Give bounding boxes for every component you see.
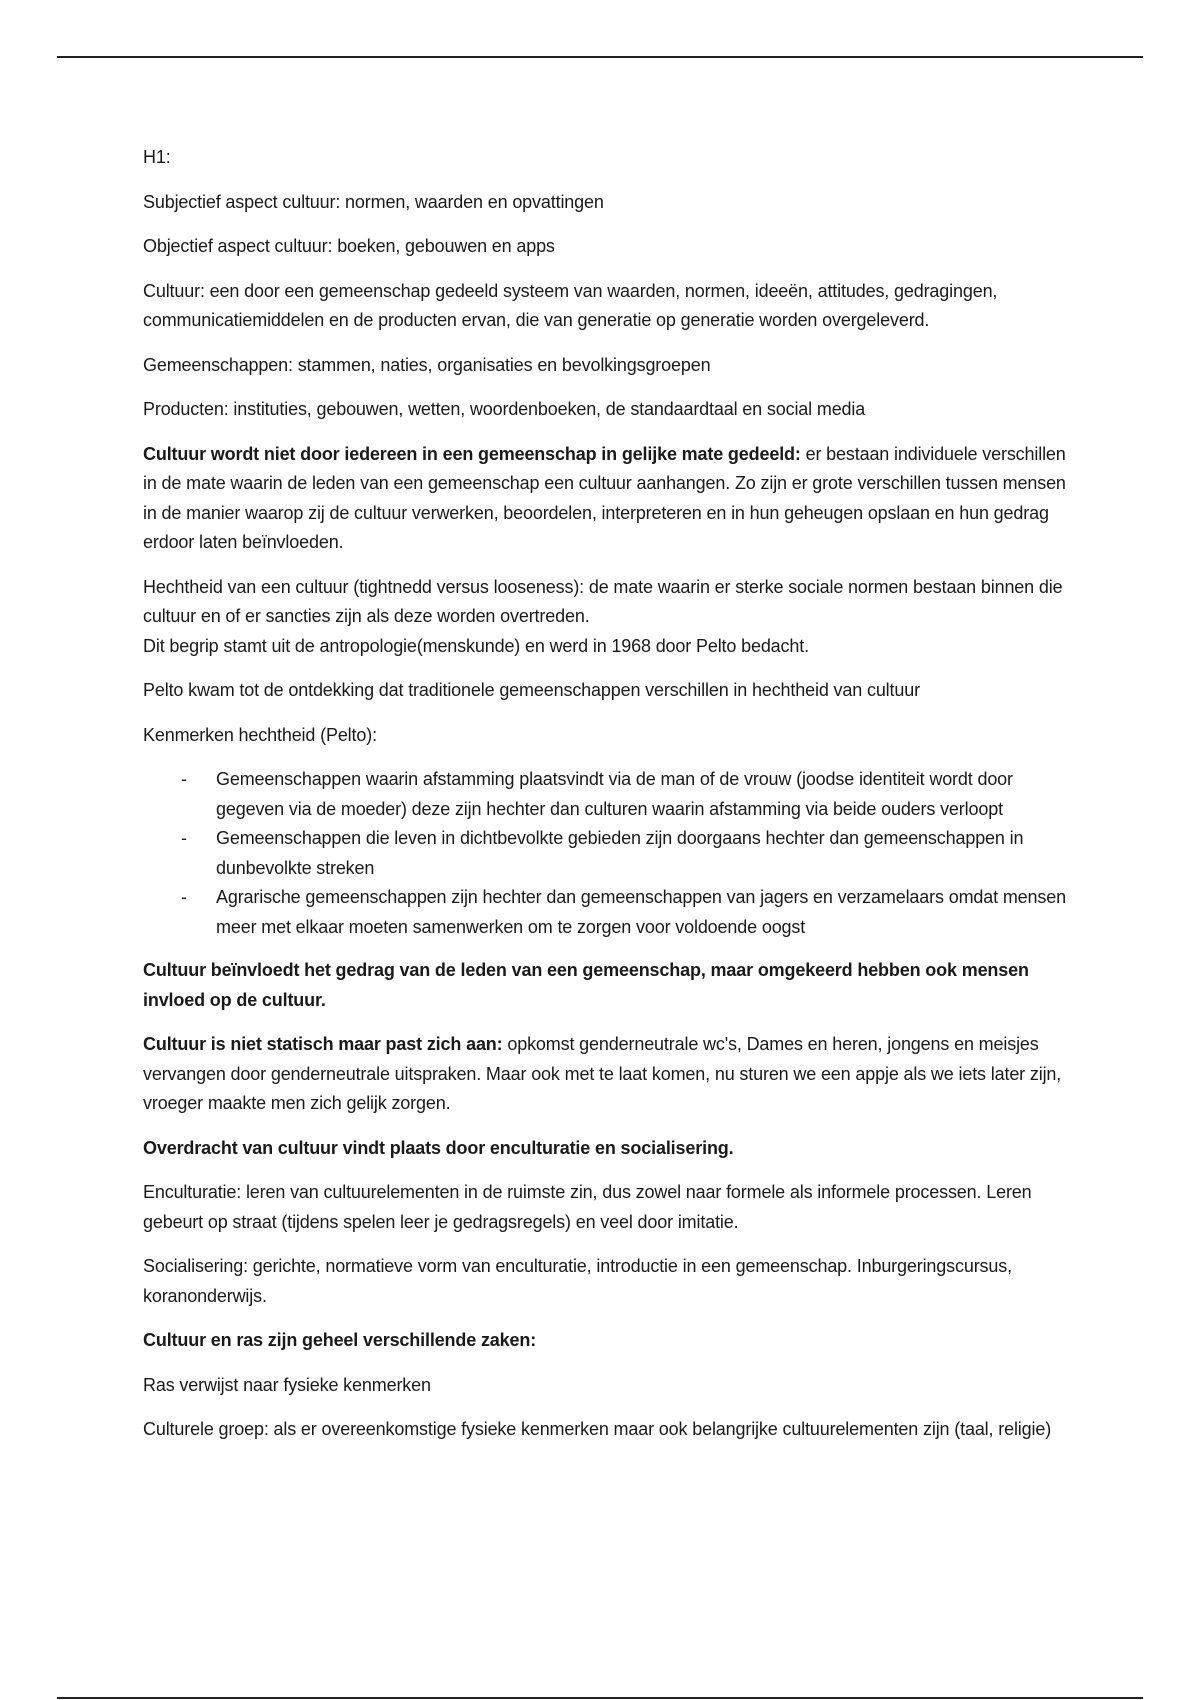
paragraph-subjectief: Subjectief aspect cultuur: normen, waarden en opvattingen xyxy=(143,191,604,212)
text-statisch: opkomst genderneutrale wc's, Dames en heren, jongens en meisjes vervangen door genderneutrale uitspraken. Maar ook met te laat komen, nu sturen we een appje als we iets later zijn, vroeger maakte men zich gelijk zorgen. xyxy=(143,1034,1062,1113)
paragraph-beinvloedt xyxy=(143,956,1068,1015)
paragraph-niet-gedeeld xyxy=(143,440,1068,558)
footer-rule xyxy=(57,1697,1143,1699)
paragraph-pelto: Pelto kwam tot de ontdekking dat traditionele gemeenschappen verschillen in hechtheid van cultuur xyxy=(143,680,920,700)
bullet-dash: - xyxy=(181,769,187,789)
paragraph-kenmerken-title: Kenmerken hechtheid (Pelto): xyxy=(143,724,377,745)
paragraph-ras: Ras verwijst naar fysieke kenmerken xyxy=(143,1374,431,1395)
paragraph-enculturatie: Enculturatie: leren van cultuurelementen in de ruimste zin, dus zowel naar formele als informele processen. Leren gebeurt op straat (tijdens spelen leer je gedragsregels) en veel door imitatie. xyxy=(143,1182,1032,1232)
paragraph-gemeenschappen: Gemeenschappen: stammen, naties, organisaties en bevolkingsgroepen xyxy=(143,354,711,375)
list-item-text: Gemeenschappen waarin afstamming plaatsvindt via de man of de vrouw (joodse identiteit wordt door gegeven via de moeder) deze zijn hechter dan culturen waarin afstamming via beide ouders verloopt xyxy=(216,769,1013,819)
heading: H1: xyxy=(143,147,171,167)
list-item xyxy=(143,765,1068,824)
list-item xyxy=(143,883,1068,942)
bold-lead-niet-gedeeld: Cultuur wordt niet door iedereen in een gemeenschap in gelijke mate gedeeld: xyxy=(143,443,801,464)
list-item-text: Gemeenschappen die leven in dichtbevolkte gebieden zijn doorgaans hechter dan gemeenschappen in dunbevolkte streken xyxy=(216,828,1024,878)
paragraph-cultuur-definitie: Cultuur: een door een gemeenschap gedeeld systeem van waarden, normen, ideeën, attitudes, gedragingen, communicatiemiddelen en de producten ervan, die van generatie op generatie worden overgeleverd. xyxy=(143,280,998,330)
bold-ras: Cultuur en ras zijn geheel verschillende zaken: xyxy=(143,1330,537,1350)
paragraph-ras-heading xyxy=(143,1326,1068,1356)
text-niet-gedeeld: er bestaan individuele verschillen in de mate waarin de leden van een gemeenschap een cultuur aanhangen. Zo zijn er grote verschillen tussen mensen in de manier waarop zij de cultuur verwerken, beoordelen, interpreteren en in hun geheugen opslaan en hun gedrag erdoor laten beïnvloeden. xyxy=(143,443,1066,552)
paragraph-statisch xyxy=(143,1030,1068,1119)
paragraph-hechtheid-herkomst: Dit begrip stamt uit de antropologie(menskunde) en werd in 1968 door Pelto bedacht. xyxy=(143,635,809,656)
paragraph-hechtheid: Hechtheid van een cultuur (tightnedd versus looseness): de mate waarin er sterke sociale normen bestaan binnen die cultuur en of er sancties zijn als deze worden overtreden. xyxy=(143,576,1063,626)
bullet-dash: - xyxy=(181,887,187,907)
paragraph-culturele-groep: Culturele groep: als er overeenkomstige fysieke kenmerken maar ook belangrijke cultuurelementen zijn (taal, religie) xyxy=(143,1419,1052,1439)
bold-beinvloedt: Cultuur beïnvloedt het gedrag van de leden van een gemeenschap, maar omgekeerd hebben ook mensen invloed op de cultuur. xyxy=(143,960,1029,1010)
list-item xyxy=(143,824,1068,883)
paragraph-socialisering: Socialisering: gerichte, normatieve vorm van enculturatie, introductie in een gemeenschap. Inburgeringscursus, koranonderwijs. xyxy=(143,1256,1012,1306)
kenmerken-list xyxy=(143,765,1068,942)
header-rule xyxy=(57,56,1143,58)
paragraph-producten: Producten: instituties, gebouwen, wetten, woordenboeken, de standaardtaal en social media xyxy=(143,399,866,419)
bold-lead-statisch: Cultuur is niet statisch maar past zich aan: xyxy=(143,1034,503,1054)
paragraph-overdracht xyxy=(143,1134,1068,1164)
document-body xyxy=(143,143,1068,1460)
bullet-dash: - xyxy=(181,828,187,848)
bold-overdracht: Overdracht van cultuur vindt plaats door enculturatie en socialisering. xyxy=(143,1137,734,1158)
list-item-text: Agrarische gemeenschappen zijn hechter dan gemeenschappen van jagers en verzamelaars omdat mensen meer met elkaar moeten samenwerken om te zorgen voor voldoende oogst xyxy=(216,887,1066,937)
paragraph-objectief: Objectief aspect cultuur: boeken, gebouwen en apps xyxy=(143,236,555,256)
